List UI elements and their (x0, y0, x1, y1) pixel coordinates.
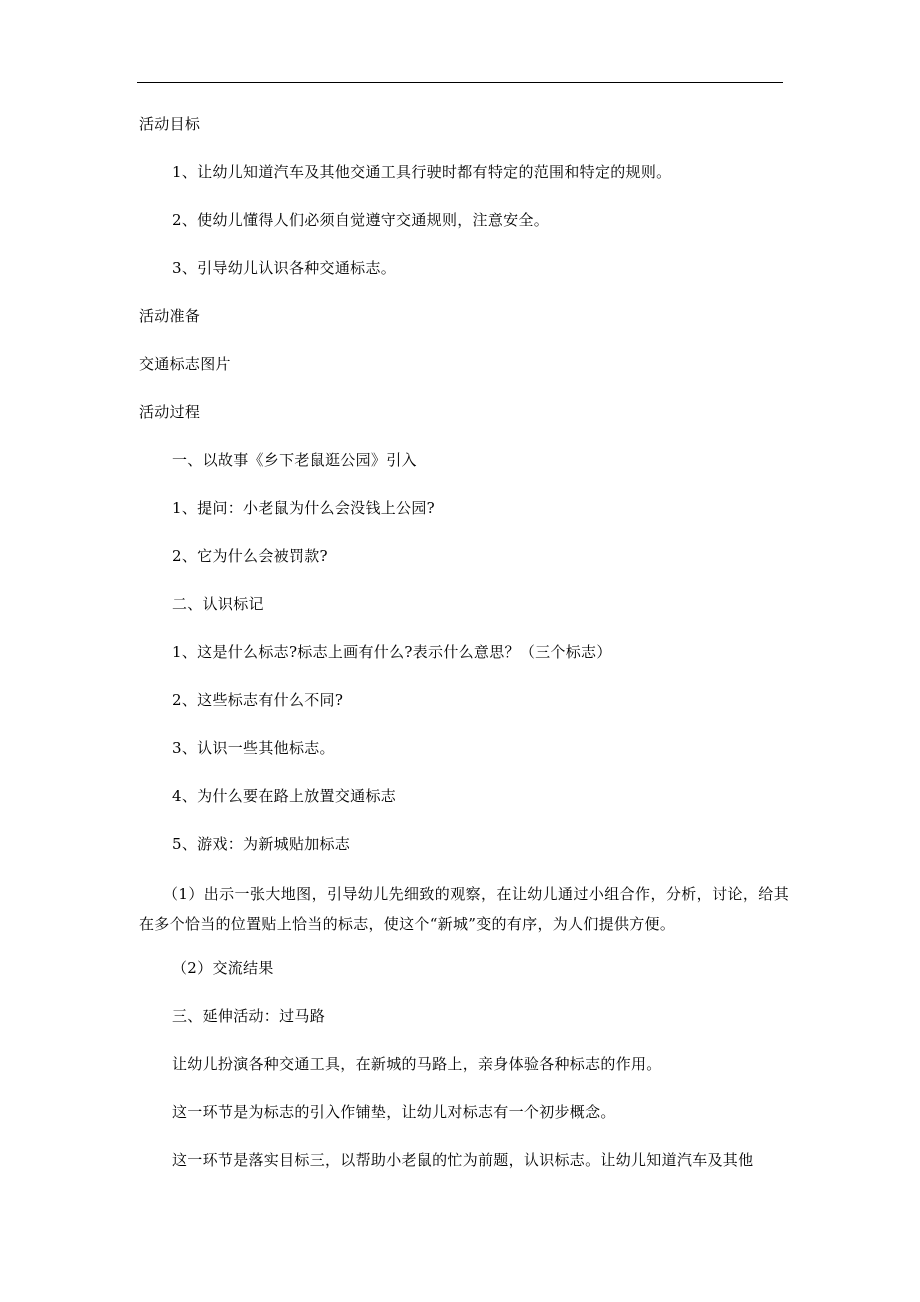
list-item: 1、这是什么标志?标志上画有什么?表示什么意思？（三个标志） (172, 643, 612, 661)
body-text: 让幼儿扮演各种交通工具，在新城的马路上，亲身体验各种标志的作用。 (172, 1055, 662, 1073)
list-item: 3、认识一些其他标志。 (172, 739, 335, 757)
goal-item: 3、引导幼儿认识各种交通标志。 (172, 259, 397, 277)
list-item: 2、这些标志有什么不同? (172, 691, 344, 709)
heading-activity-preparation: 活动准备 (139, 307, 201, 325)
list-item: 2、它为什么会被罚款? (172, 547, 328, 565)
goal-item: 1、让幼儿知道汽车及其他交通工具行驶时都有特定的范围和特定的规则。 (172, 163, 672, 181)
heading-activity-process: 活动过程 (139, 403, 201, 421)
heading-activity-goals: 活动目标 (139, 115, 201, 133)
list-item: 5、游戏：为新城贴加标志 (172, 835, 351, 853)
note-text: 这一环节是落实目标三，以帮助小老鼠的忙为前题，认识标志。让幼儿知道汽车及其他 (172, 1151, 754, 1169)
header-rule (137, 82, 783, 83)
list-item: 1、提问：小老鼠为什么会没钱上公园? (172, 499, 435, 517)
game-step-paragraph: （1）出示一张大地图，引导幼儿先细致的观察，在让幼儿通过小组合作，分析，讨论，给其在多个恰当的位置贴上恰当的标志，使这个“新城”变的有序，为人们提供方便。 (139, 885, 789, 933)
preparation-item: 交通标志图片 (139, 355, 231, 373)
section-title: 二、认识标记 (172, 595, 264, 613)
section-title: 一、以故事《乡下老鼠逛公园》引入 (172, 451, 417, 469)
list-item: 4、为什么要在路上放置交通标志 (172, 787, 397, 805)
goal-item: 2、使幼儿懂得人们必须自觉遵守交通规则，注意安全。 (172, 211, 550, 229)
section-title: 三、延伸活动：过马路 (172, 1007, 326, 1025)
game-step: （2）交流结果 (172, 959, 274, 977)
note-text: 这一环节是为标志的引入作铺垫，让幼儿对标志有一个初步概念。 (172, 1103, 616, 1121)
